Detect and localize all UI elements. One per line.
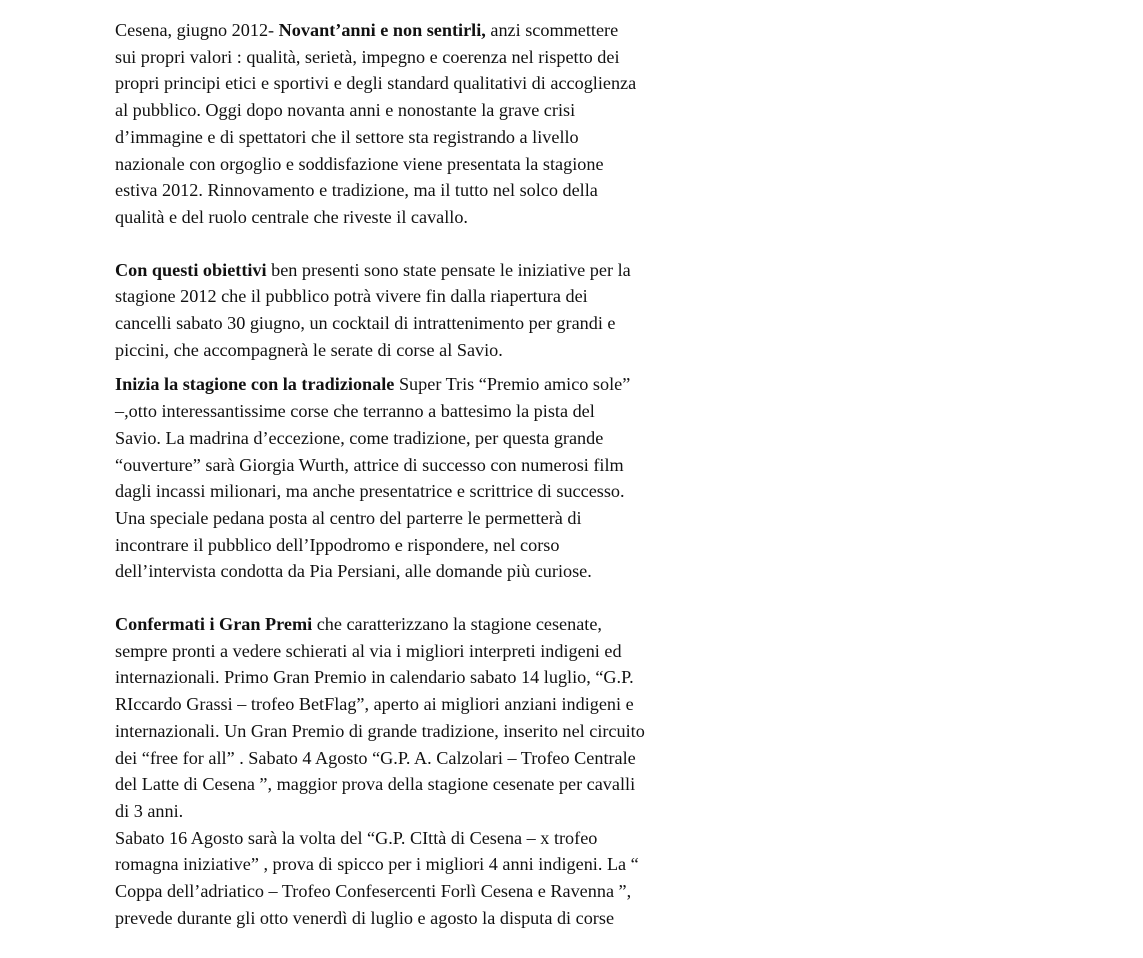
text-line: romagna iniziative” , prova di spicco per i migliori 4 anni indigeni. La “ <box>115 854 639 875</box>
paragraph-spacer <box>115 363 735 371</box>
text-line: dagli incassi milionari, ma anche presentatrice e scrittrice di successo. <box>115 481 625 502</box>
text-line: RIccardo Grassi – trofeo BetFlag”, aperto ai migliori anziani indigeni e <box>115 694 634 715</box>
bold-run: Con questi obiettivi <box>115 259 267 280</box>
text-line <box>115 17 735 44</box>
text-line: Savio. La madrina d’eccezione, come tradizione, per questa grande <box>115 427 604 448</box>
text-line: d’immagine e di spettatori che il settore sta registrando a livello <box>115 126 579 147</box>
paragraph-spacer <box>115 585 735 611</box>
text-line <box>115 371 735 398</box>
text-line: sui propri valori : qualità, serietà, impegno e coerenza nel rispetto dei <box>115 46 620 67</box>
text-line: piccini, che accompagnerà le serate di corse al Savio. <box>115 339 503 360</box>
text-run: che caratterizzano la stagione cesenate, <box>312 614 602 635</box>
text-line: estiva 2012. Rinnovamento e tradizione, ma il tutto nel solco della <box>115 180 598 201</box>
text-line: di 3 anni. <box>115 800 184 821</box>
text-run: Super Tris “Premio amico sole” <box>394 374 631 395</box>
text-line: prevede durante gli otto venerdì di luglio e agosto la disputa di corse <box>115 907 615 928</box>
text-run: anzi scommettere <box>485 20 619 40</box>
paragraph-spacer <box>115 231 735 257</box>
text-line: propri principi etici e sportivi e degli standard qualitativi di accoglienza <box>115 73 637 94</box>
text-line: –,otto interessantissime corse che terranno a battesimo la pista del <box>115 401 595 422</box>
text-line: stagione 2012 che il pubblico potrà vivere fin dalla riapertura dei <box>115 286 588 307</box>
text-line: “ouverture” sarà Giorgia Wurth, attrice di successo con numerosi film <box>115 454 624 475</box>
text-line: del Latte di Cesena ”, maggior prova della stagione cesenate per cavalli <box>115 774 636 795</box>
text-line: internazionali. Un Gran Premio di grande tradizione, inserito nel circuito <box>115 720 645 741</box>
text-line: cancelli sabato 30 giugno, un cocktail di intrattenimento per grandi e <box>115 313 616 334</box>
text-line: nazionale con orgoglio e soddisfazione viene presentata la stagione <box>115 153 604 174</box>
paragraph-season-start <box>115 371 735 585</box>
text-line: Coppa dell’adriatico – Trofeo Confesercenti Forlì Cesena e Ravenna ”, <box>115 881 632 902</box>
text-line: dell’intervista condotta da Pia Persiani, alle domande più curiose. <box>115 561 592 582</box>
text-run: ben presenti sono state pensate le iniziative per la <box>266 259 631 280</box>
bold-run: Confermati i Gran Premi <box>115 614 313 635</box>
text-line: incontrare il pubblico dell’Ippodromo e rispondere, nel corso <box>115 534 560 555</box>
text-line <box>115 611 735 638</box>
text-line <box>115 257 735 284</box>
text-run: Cesena, giugno 2012- <box>115 20 279 40</box>
paragraph-objectives <box>115 257 735 364</box>
text-line: qualità e del ruolo centrale che riveste il cavallo. <box>115 206 468 227</box>
bold-run: Novant’anni e non sentirli, <box>278 20 486 40</box>
paragraph-gran-premi <box>115 611 735 931</box>
document-page <box>115 17 735 932</box>
text-line: dei “free for all” . Sabato 4 Agosto “G.P. A. Calzolari – Trofeo Centrale <box>115 747 636 768</box>
text-line: Sabato 16 Agosto sarà la volta del “G.P. CIttà di Cesena – x trofeo <box>115 827 598 848</box>
bold-run: Inizia la stagione con la tradizionale <box>115 374 395 395</box>
text-line: sempre pronti a vedere schierati al via i migliori interpreti indigeni ed <box>115 640 622 661</box>
text-line: Una speciale pedana posta al centro del parterre le permetterà di <box>115 507 582 528</box>
text-line: internazionali. Primo Gran Premio in calendario sabato 14 luglio, “G.P. <box>115 667 634 688</box>
text-line: al pubblico. Oggi dopo novanta anni e nonostante la grave crisi <box>115 100 576 121</box>
paragraph-intro <box>115 17 735 231</box>
